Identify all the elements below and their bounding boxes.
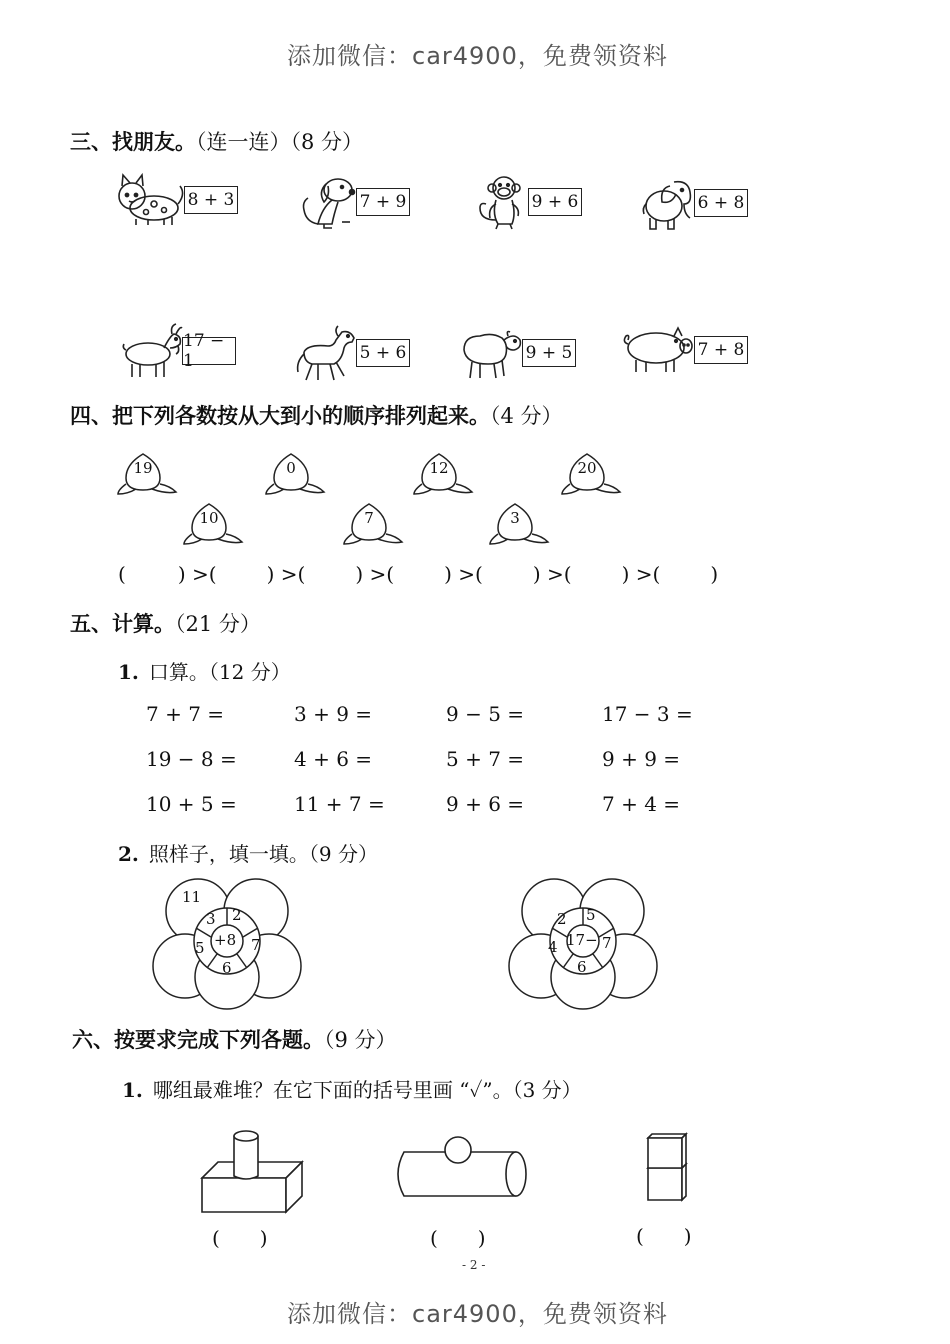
peach-7 xyxy=(342,502,404,548)
watermark-bottom: 添加微信：car4900，免费领资料 xyxy=(287,1300,668,1328)
problem[interactable]: 3 + 9 = xyxy=(294,702,373,726)
peach-number: 20 xyxy=(577,459,597,477)
problem[interactable]: 7 + 4 = xyxy=(602,792,681,816)
problem[interactable]: 17 − 3 = xyxy=(602,702,693,726)
monkey-icon xyxy=(474,174,530,230)
peach-number: 3 xyxy=(510,509,520,527)
order-answer-line[interactable]: ( ) >( ) >( ) >( ) >( ) >( ) >( ) xyxy=(118,562,719,586)
expression-box: 9 + 6 xyxy=(528,188,582,216)
peach-0 xyxy=(264,452,326,498)
shape-group-stacked-cubes xyxy=(644,1130,694,1204)
section-4-heading xyxy=(70,400,563,430)
answer-number: 11 xyxy=(182,888,202,906)
section-6-part-1: 1. 哪组最难堆？在它下面的括号里画 “✓”。（3 分） xyxy=(122,1078,582,1102)
match-card-dog[interactable] xyxy=(298,174,410,230)
elephant-icon xyxy=(640,174,696,232)
problem[interactable]: 9 + 9 = xyxy=(602,747,681,771)
expression-box: 8 + 3 xyxy=(184,186,238,214)
expression-box: 7 + 8 xyxy=(694,336,748,364)
section-3-title: 三、找朋友。 xyxy=(70,129,196,154)
flower-exercise[interactable] xyxy=(508,876,658,1010)
expression-box: 9 + 5 xyxy=(522,339,576,367)
shape-group-ball-on-cylinder xyxy=(392,1134,532,1214)
problem[interactable]: 11 + 7 = xyxy=(294,792,385,816)
expression-box: 17 − 1 xyxy=(182,337,236,365)
section-6-heading xyxy=(72,1024,397,1054)
horse-icon xyxy=(294,324,358,382)
problem[interactable]: 7 + 7 = xyxy=(146,702,225,726)
shape-group-cylinder-on-box xyxy=(198,1128,306,1216)
expression-box: 7 + 9 xyxy=(356,188,410,216)
peach-number: 10 xyxy=(199,509,219,527)
part-1-heading: 1. 口算。（12 分） xyxy=(118,660,291,684)
answer-paren-1[interactable]: ( ) xyxy=(212,1226,268,1250)
match-card-cat[interactable] xyxy=(114,172,238,228)
section-4-note: （4 分） xyxy=(490,404,563,428)
part-2-heading: 2. 照样子，填一填。（9 分） xyxy=(118,842,378,866)
petal-number: 2 xyxy=(557,910,567,928)
peach-number: 0 xyxy=(286,459,296,477)
lamb-icon xyxy=(458,326,524,380)
peach-number: 19 xyxy=(133,459,153,477)
petal-number: 5 xyxy=(195,939,205,957)
section-5-note: （21 分） xyxy=(175,612,261,636)
peach-20 xyxy=(560,452,622,498)
flower-center: +8 xyxy=(214,931,237,949)
petal-number: 7 xyxy=(602,934,612,952)
match-card-pig[interactable] xyxy=(622,324,748,376)
peach-number: 12 xyxy=(429,459,449,477)
petal-number: 7 xyxy=(251,936,261,954)
problem[interactable]: 4 + 6 = xyxy=(294,747,373,771)
section-5-heading xyxy=(70,608,261,638)
match-card-monkey[interactable] xyxy=(474,174,582,230)
expression-box: 5 + 6 xyxy=(356,339,410,367)
section-3-heading xyxy=(70,126,363,156)
answer-paren-2[interactable]: ( ) xyxy=(430,1226,486,1250)
problem[interactable]: 19 − 8 = xyxy=(146,747,237,771)
section-6-title: 六、按要求完成下列各题。 xyxy=(72,1027,324,1052)
section-4-title: 四、把下列各数按从大到小的顺序排列起来。 xyxy=(70,403,490,428)
watermark-top: 添加微信：car4900，免费领资料 xyxy=(287,42,668,70)
match-card-goat[interactable] xyxy=(120,322,236,380)
peach-3 xyxy=(488,502,550,548)
petal-number: 3 xyxy=(206,910,216,928)
page-number: - 2 - xyxy=(462,1258,486,1272)
section-3-note: （连一连）（8 分） xyxy=(196,130,364,154)
match-card-lamb[interactable] xyxy=(458,326,576,380)
match-card-elephant[interactable] xyxy=(640,174,748,232)
expression-box: 6 + 8 xyxy=(694,189,748,217)
flower-center: 17− xyxy=(566,931,598,949)
pig-icon xyxy=(622,324,696,376)
section-5-title: 五、计算。 xyxy=(70,611,175,636)
petal-number: 6 xyxy=(577,958,587,976)
petal-number: 6 xyxy=(222,959,232,977)
problem[interactable]: 5 + 7 = xyxy=(446,747,525,771)
peach-12 xyxy=(412,452,474,498)
peach-19 xyxy=(116,452,178,498)
petal-number: 4 xyxy=(548,938,558,956)
problem[interactable]: 9 − 5 = xyxy=(446,702,525,726)
section-6-note: （9 分） xyxy=(324,1028,397,1052)
problem[interactable]: 10 + 5 = xyxy=(146,792,237,816)
peach-10 xyxy=(182,502,244,548)
petal-number: 2 xyxy=(232,906,242,924)
match-card-horse[interactable] xyxy=(294,324,410,382)
petal-number: 5 xyxy=(586,906,596,924)
flower-example xyxy=(152,876,302,1010)
dog-icon xyxy=(298,174,358,230)
answer-paren-3[interactable]: ( ) xyxy=(636,1224,692,1248)
goat-icon xyxy=(120,322,184,380)
peach-number: 7 xyxy=(364,509,374,527)
problem[interactable]: 9 + 6 = xyxy=(446,792,525,816)
cat-icon xyxy=(114,172,186,228)
